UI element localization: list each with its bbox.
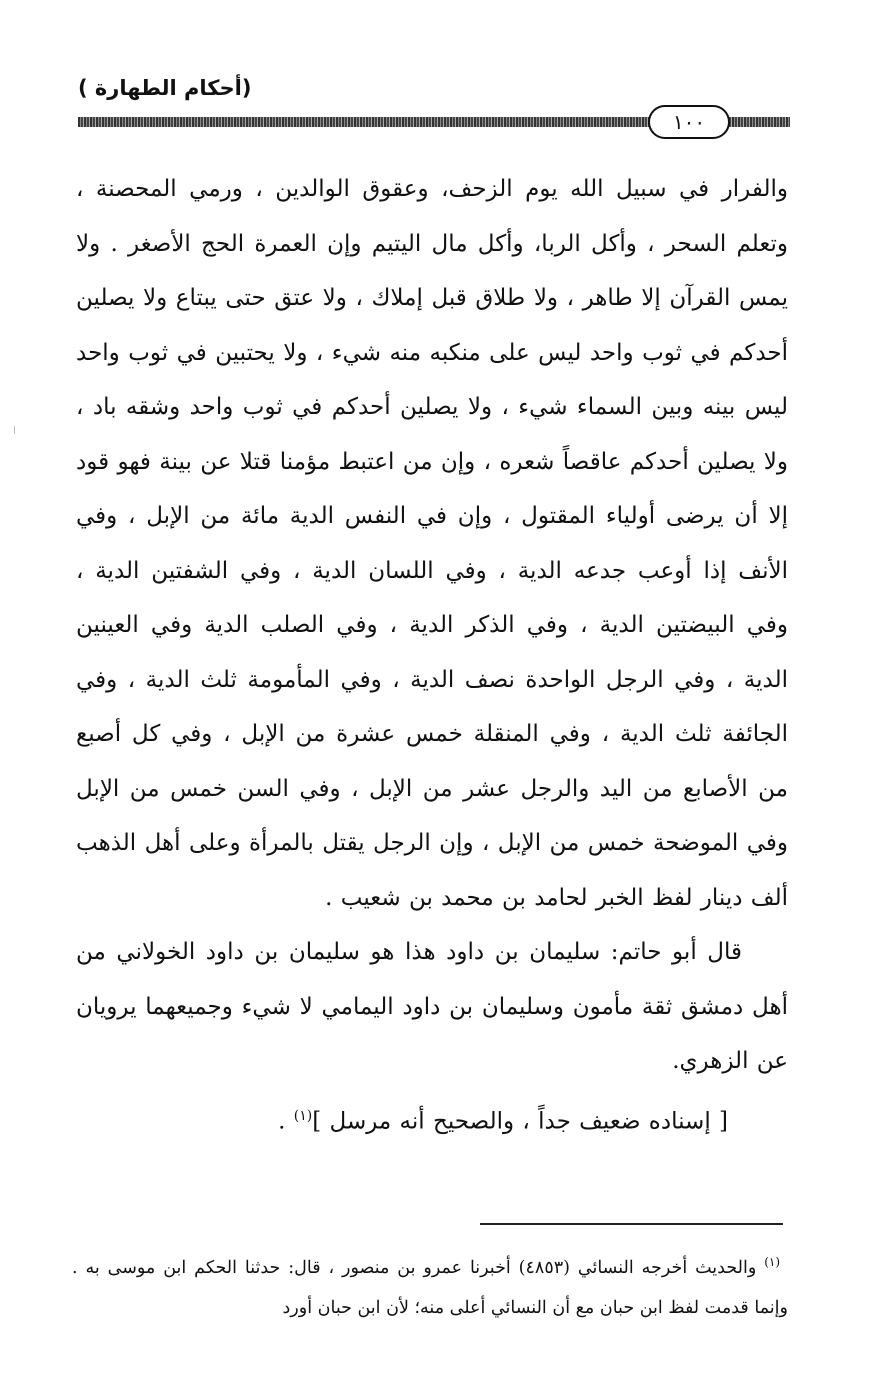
verdict-end: . — [278, 1108, 294, 1135]
running-title: (أحكام الطهارة ) — [78, 76, 252, 100]
commentary-paragraph: قال أبو حاتم: سليمان بن داود هذا هو سليمان بن داود الخولاني من أهل دمشق ثقة مأمون وسليمان بن داود اليمامي لا شيء وجميعهما يرويان عن الزهري. — [76, 939, 788, 1074]
footnote-separator — [480, 1223, 783, 1225]
grading-verdict — [76, 1089, 788, 1149]
hadith-paragraph: والفرار في سبيل الله يوم الزحف، وعقوق الوالدين ، ورمي المحصنة ، وتعلم السحر ، وأكل الربا، وأكل مال اليتيم وإن العمرة الحج الأصغر . ولا يمس القرآن إلا طاهر ، ولا طلاق قبل إملاك ، ولا عتق حتى يبتاع ولا يصلين أحدكم في ثوب واحد ليس على منكبه منه شيء ، ولا يحتبين في ثوب واحد ليس بينه وبين السماء شيء ، ولا يصلين أحدكم في ثوب واحد وشقه باد ، ولا يصلين أحدكم عاقصاً شعره ، وإن من اعتبط مؤمنا قتلا عن بينة فهو قود إلا أن يرضى أولياء المقتول ، وإن في النفس الدية مائة من الإبل ، وفي الأنف إذا أوعب جدعه الدية ، وفي اللسان الدية ، وفي الشفتين الدية ، وفي البيضتين الدية ، وفي الذكر الدية ، وفي الصلب الدية وفي العينين الدية ، وفي الرجل الواحدة نصف الدية ، وفي المأمومة ثلث الدية ، وفي الجائفة ثلث الدية ، وفي المنقلة خمس عشرة من الإبل ، وفي كل أصبع من الأصابع من اليد والرجل عشر من الإبل ، وفي السن خمس من الإبل وفي الموضحة خمس من الإبل ، وإن الرجل يقتل بالمرأة وعلى أهل الذهب ألف دينار لفظ الخبر لحامد بن محمد بن شعيب . — [76, 176, 788, 911]
scan-mark — [14, 426, 15, 434]
footnote-text: والحديث أخرجه النسائي (٤٨٥٣) أخبرنا عمرو بن منصور ، قال: حدثنا الحكم ابن موسى به . وإنما قدمت لفظ ابن حبان مع أن النسائي أعلى منه؛ لأن ابن حبان أورد — [72, 1257, 788, 1318]
footnote-marker: (١) — [293, 1107, 313, 1124]
footnote-number: (١) — [764, 1255, 781, 1269]
verdict-text: [ إسناده ضعيف جداً ، والصحيح أنه مرسل ] — [312, 1108, 728, 1135]
footnote-line — [72, 1242, 788, 1328]
footnote — [72, 1242, 788, 1328]
page-number-badge: ١٠٠ — [648, 105, 730, 139]
main-text — [76, 162, 788, 1149]
